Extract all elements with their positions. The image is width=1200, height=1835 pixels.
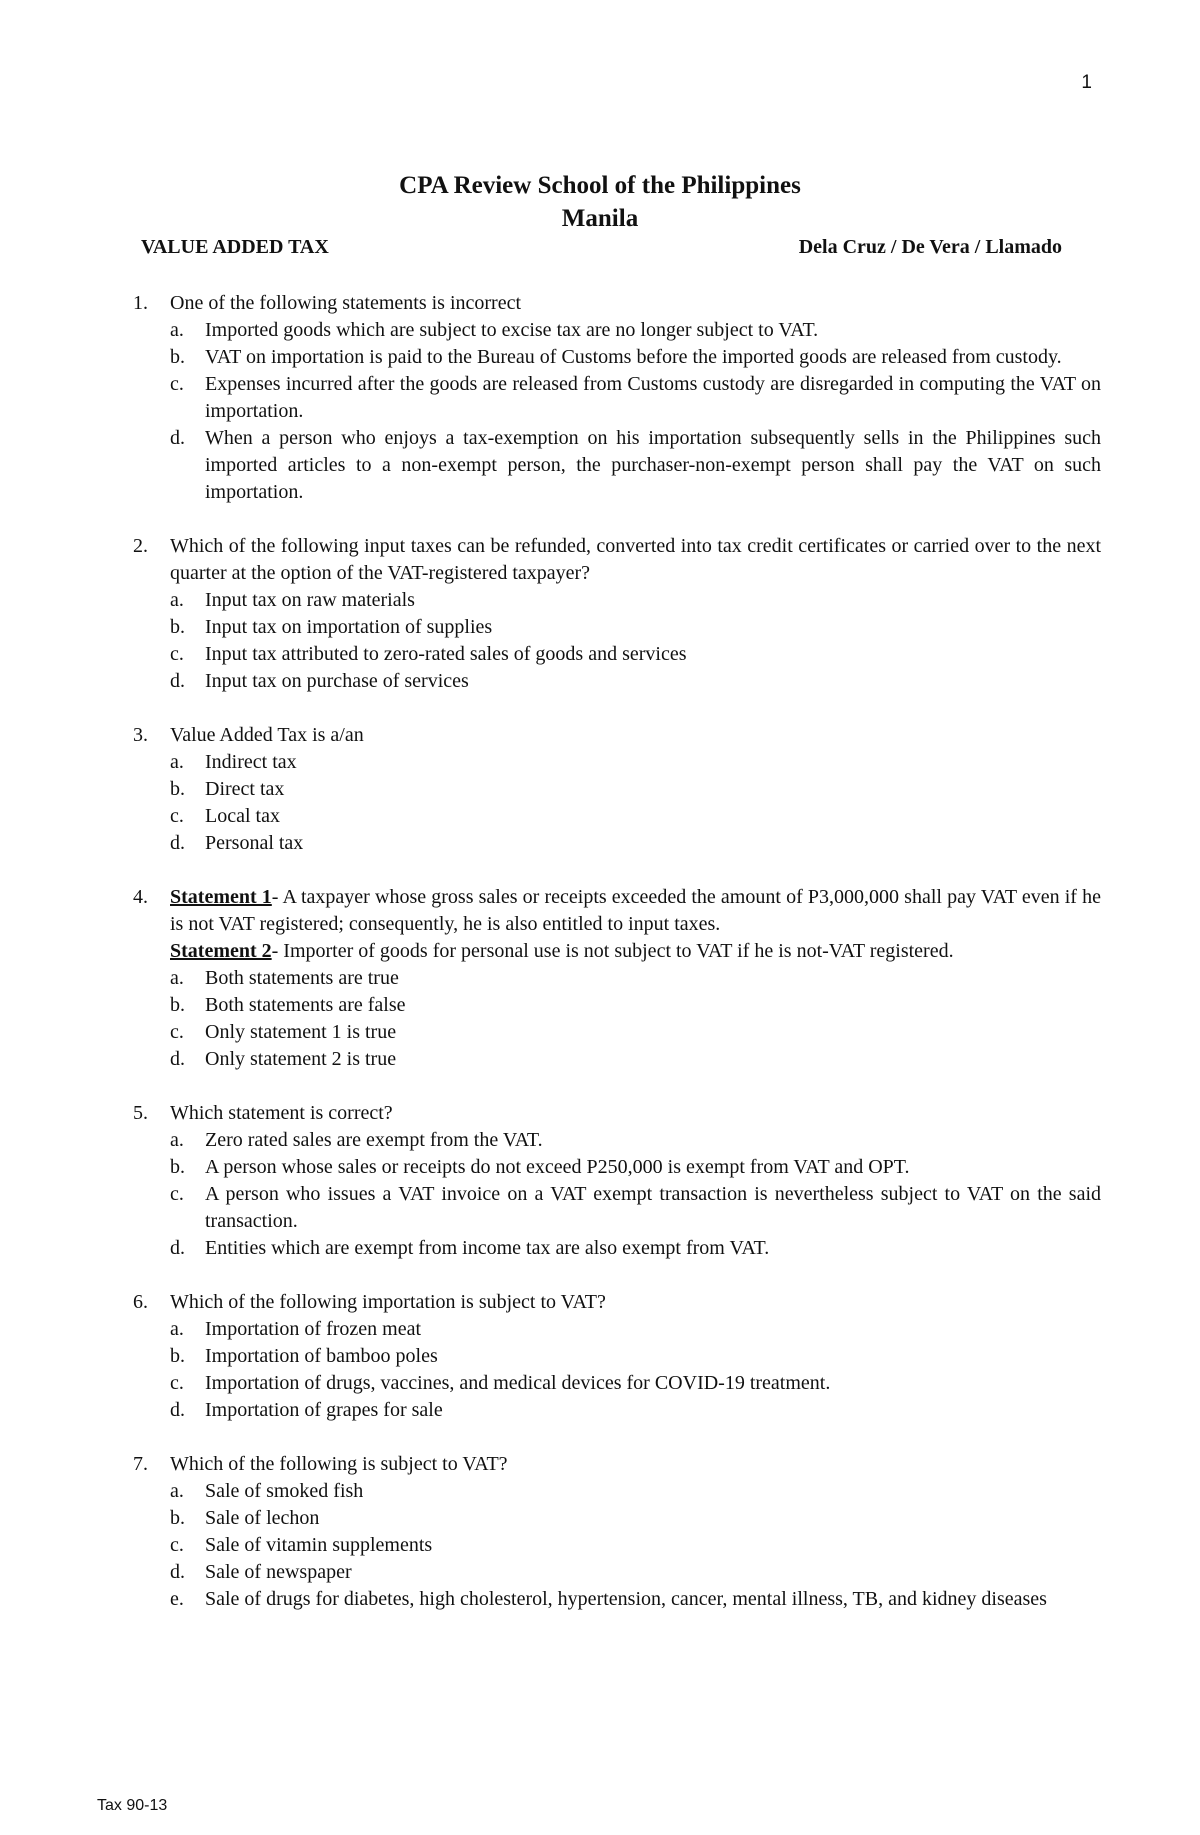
- option-letter: a.: [170, 1318, 184, 1340]
- option-letter: b.: [170, 778, 185, 800]
- option-letter: d.: [170, 832, 185, 854]
- option-letter: c.: [170, 805, 184, 827]
- option-list: [170, 317, 1101, 506]
- statement-1-text: - A taxpayer whose gross sales or receipts exceeded the amount of P3,000,000 shall pay VAT even if he is not VAT registered; consequently, he is also entitled to input taxes.: [170, 886, 1101, 935]
- subject-heading: VALUE ADDED TAX: [141, 236, 329, 258]
- option-letter: a.: [170, 319, 184, 341]
- option-a: [170, 749, 1101, 776]
- option-list: [170, 1127, 1101, 1262]
- question-2: [133, 533, 1101, 695]
- option-letter: b.: [170, 346, 185, 368]
- option-text: Imported goods which are subject to excise tax are no longer subject to VAT.: [205, 319, 819, 341]
- statement-2-text: - Importer of goods for personal use is not subject to VAT if he is not-VAT registered.: [271, 940, 954, 962]
- option-c: [170, 371, 1101, 425]
- question-number: 2.: [133, 535, 148, 557]
- question-4: [133, 884, 1101, 1073]
- option-text: Direct tax: [205, 778, 285, 800]
- question-text: Which of the following input taxes can be refunded, converted into tax credit certificates or carried over to the next quarter at the option of the VAT-registered taxpayer?: [170, 535, 1101, 584]
- option-letter: a.: [170, 589, 184, 611]
- option-text: Sale of newspaper: [205, 1561, 352, 1583]
- option-text: Importation of drugs, vaccines, and medical devices for COVID-19 treatment.: [205, 1372, 831, 1394]
- option-a: [170, 965, 1101, 992]
- option-letter: d.: [170, 1399, 185, 1421]
- option-letter: b.: [170, 1156, 185, 1178]
- option-a: [170, 1316, 1101, 1343]
- option-list: [170, 587, 1101, 695]
- option-letter: a.: [170, 1129, 184, 1151]
- option-letter: b.: [170, 1507, 185, 1529]
- option-text: Sale of smoked fish: [205, 1480, 364, 1502]
- option-text: Input tax attributed to zero-rated sales of goods and services: [205, 643, 687, 665]
- option-text: Local tax: [205, 805, 280, 827]
- option-text: Sale of lechon: [205, 1507, 320, 1529]
- option-b: [170, 992, 1101, 1019]
- question-3: [133, 722, 1101, 857]
- option-letter: c.: [170, 1021, 184, 1043]
- option-text: Input tax on raw materials: [205, 589, 415, 611]
- option-c: [170, 641, 1101, 668]
- option-letter: b.: [170, 1345, 185, 1367]
- page-number: 1: [1081, 72, 1092, 93]
- option-letter: a.: [170, 967, 184, 989]
- option-letter: a.: [170, 751, 184, 773]
- option-text: A person whose sales or receipts do not exceed P250,000 is exempt from VAT and OPT.: [205, 1156, 910, 1178]
- question-number: 6.: [133, 1291, 148, 1313]
- option-b: [170, 1154, 1101, 1181]
- question-number: 1.: [133, 292, 148, 314]
- option-list: [170, 749, 1101, 857]
- option-letter: c.: [170, 1534, 184, 1556]
- option-letter: d.: [170, 427, 185, 449]
- option-letter: b.: [170, 994, 185, 1016]
- option-text: Indirect tax: [205, 751, 297, 773]
- option-d: [170, 1235, 1101, 1262]
- option-text: Importation of grapes for sale: [205, 1399, 443, 1421]
- question-1: [133, 290, 1101, 506]
- option-text: Both statements are false: [205, 994, 406, 1016]
- option-text: Personal tax: [205, 832, 304, 854]
- option-list: [170, 1316, 1101, 1424]
- footer-code: Tax 90-13: [97, 1797, 168, 1814]
- option-text: Importation of bamboo poles: [205, 1345, 438, 1367]
- option-c: [170, 1532, 1101, 1559]
- option-list: [170, 1478, 1101, 1613]
- question-text: Which of the following importation is subject to VAT?: [170, 1291, 606, 1313]
- question-number: 7.: [133, 1453, 148, 1475]
- option-letter: c.: [170, 373, 184, 395]
- option-text: Only statement 1 is true: [205, 1021, 397, 1043]
- option-text: Sale of vitamin supplements: [205, 1534, 433, 1556]
- option-text: Sale of drugs for diabetes, high cholesterol, hypertension, cancer, mental illness, TB, and kidney diseases: [205, 1588, 1047, 1610]
- option-text: Input tax on importation of supplies: [205, 616, 493, 638]
- option-d: [170, 830, 1101, 857]
- option-a: [170, 317, 1101, 344]
- option-text: Expenses incurred after the goods are released from Customs custody are disregarded in computing the VAT on importation.: [205, 373, 1101, 422]
- option-letter: a.: [170, 1480, 184, 1502]
- option-b: [170, 614, 1101, 641]
- authors-heading: Dela Cruz / De Vera / Llamado: [798, 236, 1062, 258]
- question-text: Value Added Tax is a/an: [170, 724, 364, 746]
- question-number: 3.: [133, 724, 148, 746]
- option-letter: d.: [170, 1237, 185, 1259]
- option-list: [170, 965, 1101, 1073]
- option-text: Both statements are true: [205, 967, 399, 989]
- option-text: A person who issues a VAT invoice on a VAT exempt transaction is nevertheless subject to VAT on the said transaction.: [205, 1183, 1101, 1232]
- question-7: [133, 1451, 1101, 1613]
- option-text: VAT on importation is paid to the Bureau of Customs before the imported goods are released from custody.: [205, 346, 1062, 368]
- option-c: [170, 1019, 1101, 1046]
- option-a: [170, 1127, 1101, 1154]
- option-letter: d.: [170, 1048, 185, 1070]
- city-title: Manila: [561, 205, 639, 232]
- option-text: Input tax on purchase of services: [205, 670, 469, 692]
- question-6: [133, 1289, 1101, 1424]
- option-text: Entities which are exempt from income tax are also exempt from VAT.: [205, 1237, 770, 1259]
- option-letter: c.: [170, 643, 184, 665]
- option-d: [170, 668, 1101, 695]
- option-text: Importation of frozen meat: [205, 1318, 422, 1340]
- statement-2-label: Statement 2: [170, 940, 272, 962]
- option-letter: d.: [170, 1561, 185, 1583]
- question-text: Which statement is correct?: [170, 1102, 393, 1124]
- option-letter: c.: [170, 1372, 184, 1394]
- question-5: [133, 1100, 1101, 1262]
- option-d: [170, 1046, 1101, 1073]
- option-text: Only statement 2 is true: [205, 1048, 397, 1070]
- option-b: [170, 1505, 1101, 1532]
- option-text: Zero rated sales are exempt from the VAT.: [205, 1129, 543, 1151]
- option-letter: e.: [170, 1588, 184, 1610]
- statement-1-label: Statement 1: [170, 886, 272, 908]
- question-number: 4.: [133, 886, 148, 908]
- option-a: [170, 1478, 1101, 1505]
- question-number: 5.: [133, 1102, 148, 1124]
- option-a: [170, 587, 1101, 614]
- option-letter: c.: [170, 1183, 184, 1205]
- option-b: [170, 776, 1101, 803]
- option-c: [170, 1181, 1101, 1235]
- option-d: [170, 1397, 1101, 1424]
- option-text: When a person who enjoys a tax-exemption on his importation subsequently sells in the Philippines such imported articles to a non-exempt person, the purchaser-non-exempt person shall pay the VAT on such importation.: [205, 427, 1101, 503]
- option-e: [170, 1586, 1101, 1613]
- option-d: [170, 425, 1101, 506]
- option-letter: d.: [170, 670, 185, 692]
- option-c: [170, 1370, 1101, 1397]
- question-list: [133, 290, 1101, 1640]
- option-d: [170, 1559, 1101, 1586]
- option-b: [170, 1343, 1101, 1370]
- school-title: CPA Review School of the Philippines: [399, 172, 801, 199]
- option-b: [170, 344, 1101, 371]
- option-letter: b.: [170, 616, 185, 638]
- question-text: One of the following statements is incorrect: [170, 292, 522, 314]
- option-c: [170, 803, 1101, 830]
- statement-2: [170, 938, 1101, 965]
- statement-1: [170, 884, 1101, 938]
- question-text: Which of the following is subject to VAT?: [170, 1453, 508, 1475]
